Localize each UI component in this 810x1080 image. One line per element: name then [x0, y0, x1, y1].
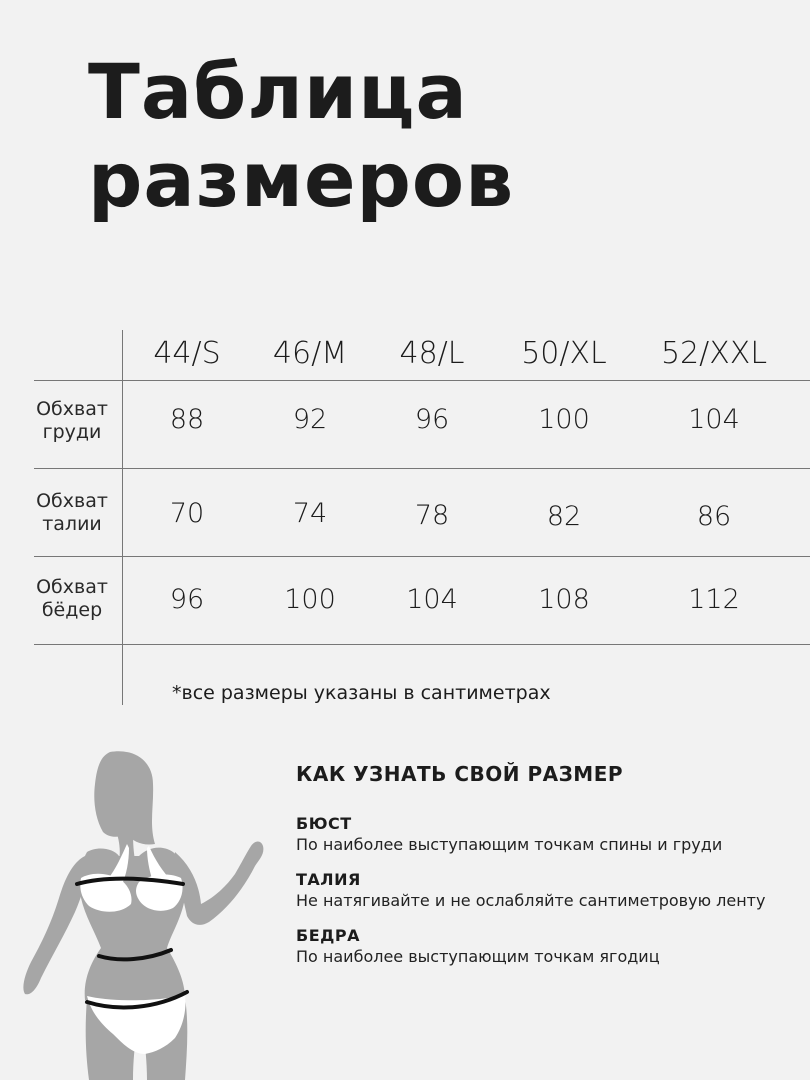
table-vertical-divider — [122, 330, 123, 705]
table-cell: 70 — [169, 498, 205, 529]
table-cell: 108 — [538, 584, 590, 615]
size-table — [0, 330, 810, 710]
table-cell: 112 — [688, 584, 740, 615]
title-line-2: размеров — [88, 135, 515, 224]
measure-item-hips — [296, 926, 796, 968]
title-line-1: Таблица — [88, 47, 468, 136]
table-divider — [34, 556, 810, 557]
table-cell: 96 — [414, 404, 450, 435]
table-cell: 104 — [688, 404, 740, 435]
table-divider — [34, 468, 810, 469]
row-label-waist: Обхват талии — [36, 490, 108, 535]
row-label-bust: Обхват груди — [36, 398, 108, 443]
size-header: 52/XXL — [660, 336, 768, 371]
measure-item-heading: БЮСТ — [296, 814, 352, 833]
measure-item-heading: БЕДРА — [296, 926, 360, 945]
measure-item-bust — [296, 814, 796, 856]
table-cell: 88 — [169, 404, 205, 435]
size-header: 50/XL — [521, 336, 607, 371]
table-cell: 74 — [292, 498, 328, 529]
measure-item-text: По наиболее выступающим точкам спины и груди — [296, 835, 723, 854]
body-silhouette-illustration — [15, 748, 265, 1080]
table-cell: 78 — [414, 500, 450, 531]
table-cell: 82 — [546, 501, 582, 532]
size-header: 46/M — [272, 336, 348, 371]
table-divider — [34, 644, 810, 645]
table-cell: 104 — [406, 584, 458, 615]
how-to-measure-title: КАК УЗНАТЬ СВОЙ РАЗМЕР — [296, 762, 624, 786]
measure-item-text: Не натягивайте и не ослабляйте сантиметровую ленту — [296, 891, 766, 910]
row-label-hips: Обхват бёдер — [36, 576, 108, 621]
table-cell: 100 — [284, 584, 336, 615]
table-cell: 100 — [538, 404, 590, 435]
measure-item-waist — [296, 870, 796, 912]
table-cell: 92 — [292, 404, 328, 435]
size-header: 48/L — [399, 336, 465, 371]
measure-item-heading: ТАЛИЯ — [296, 870, 361, 889]
page-title — [88, 48, 514, 224]
table-cell: 96 — [169, 584, 205, 615]
measure-item-text: По наиболее выступающим точкам ягодиц — [296, 947, 660, 966]
table-cell: 86 — [696, 501, 732, 532]
table-divider — [34, 380, 810, 381]
how-to-measure-section — [296, 762, 796, 982]
size-header: 44/S — [153, 336, 221, 371]
units-note: *все размеры указаны в сантиметрах — [172, 682, 551, 704]
